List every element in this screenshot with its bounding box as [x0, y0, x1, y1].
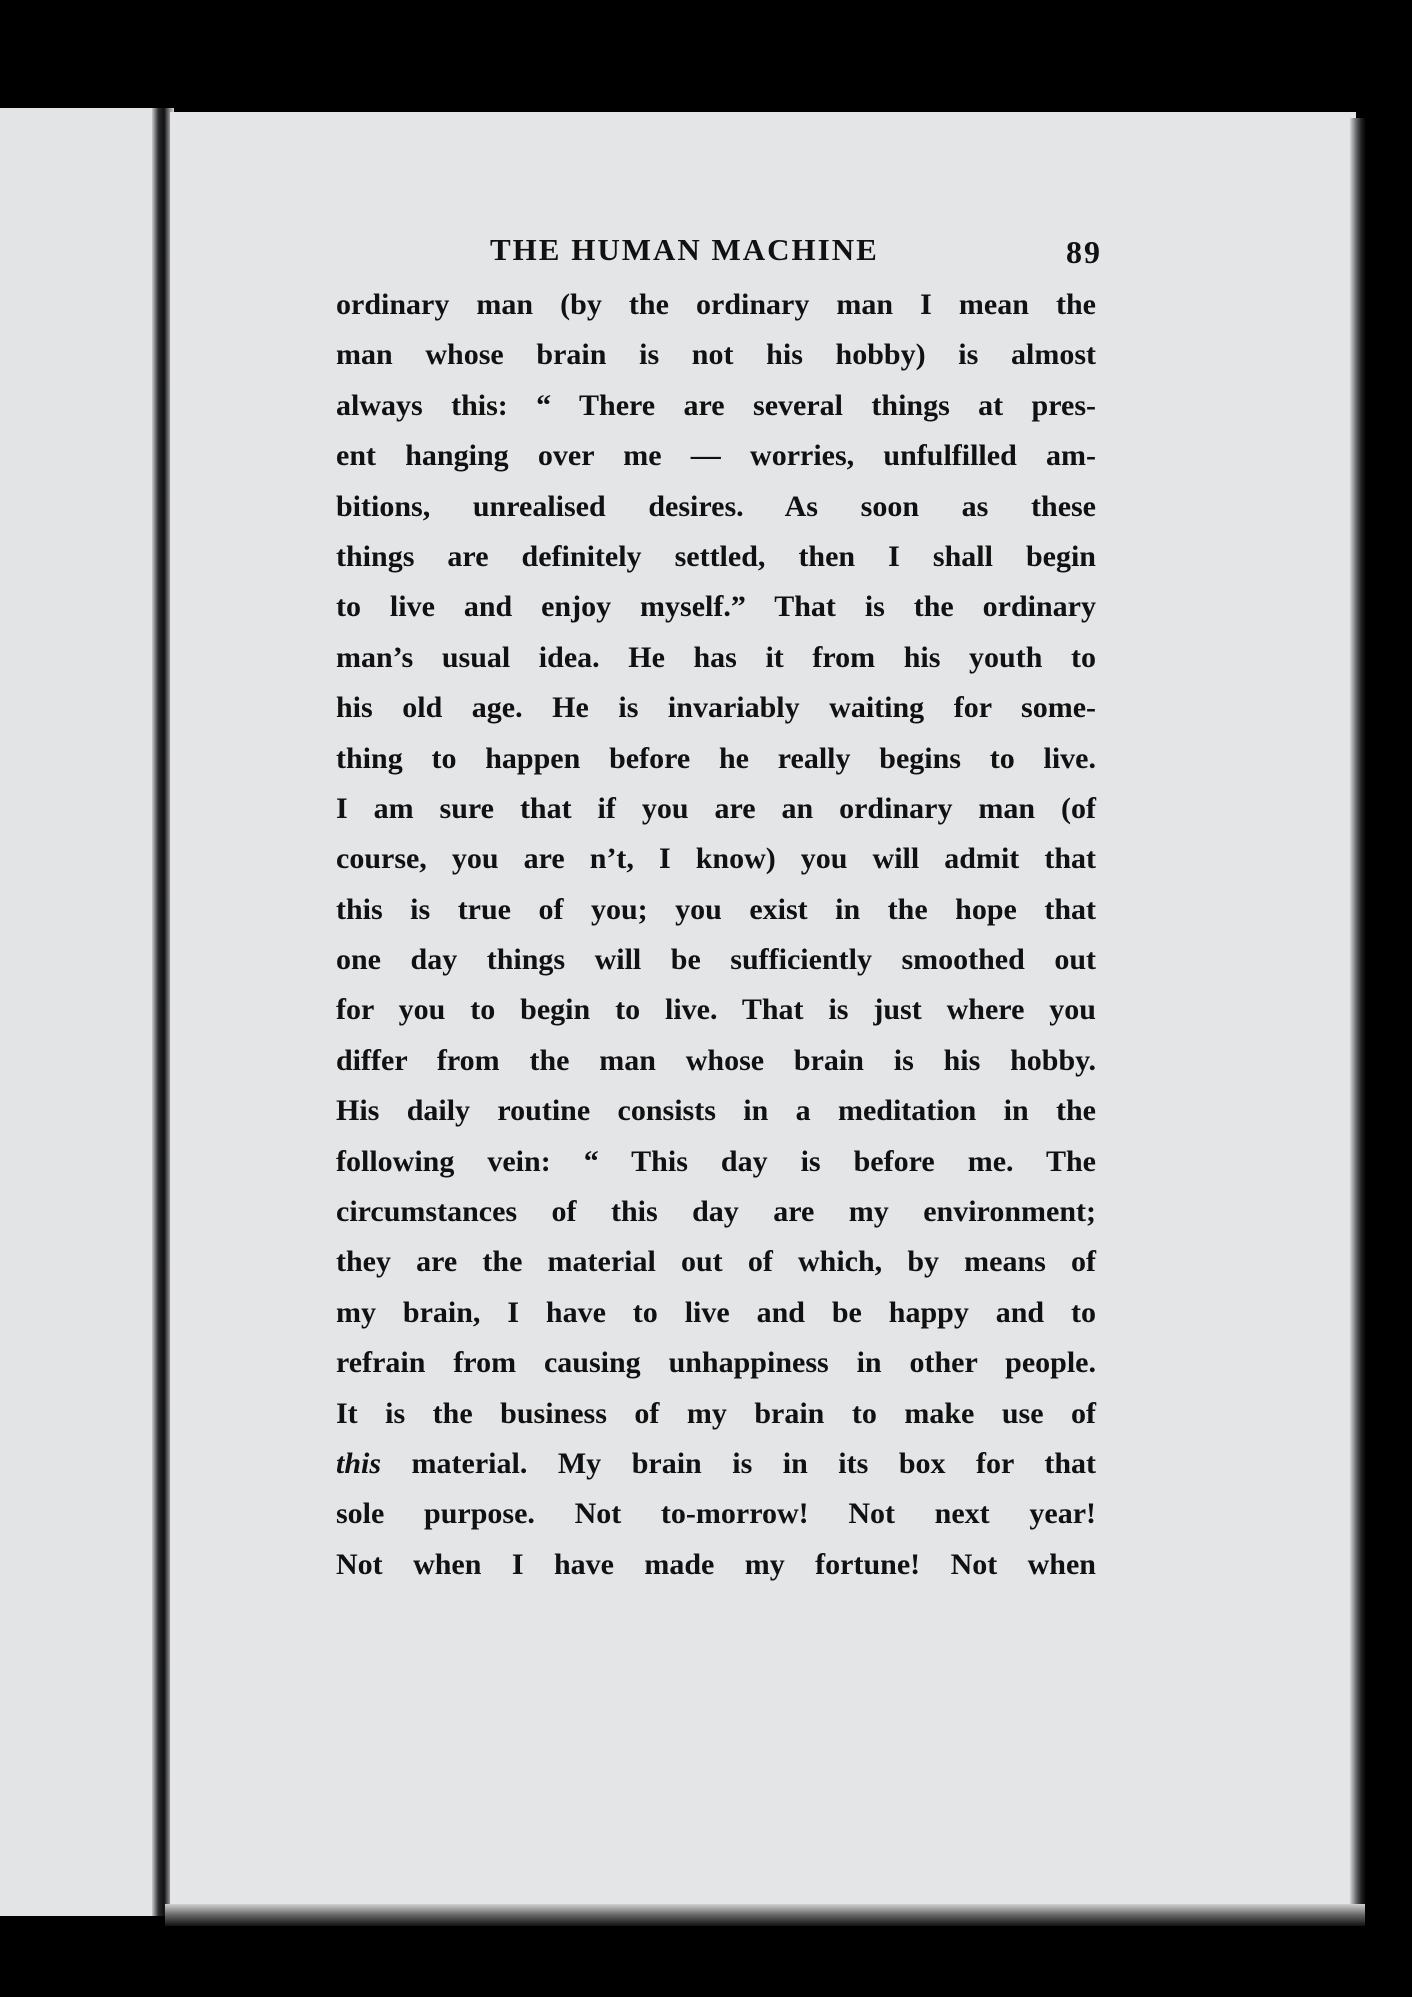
body-text [336, 280, 1096, 1590]
text-line: bitions, unrealised desires. As soon as these [336, 489, 1096, 523]
page-text-block [336, 232, 1102, 1590]
text-line: following vein: “ This day is before me. The [336, 1144, 1096, 1178]
text-line-with-italic [336, 1439, 1096, 1489]
text-line: one day things will be sufficiently smoothed out [336, 943, 1096, 977]
text-line: they are the material out of which, by means of [336, 1245, 1096, 1279]
text-line: sole purpose. Not to-morrow! Not next year! [336, 1497, 1096, 1531]
text-line: thing to happen before he really begins to live. [336, 741, 1096, 775]
text-line: refrain from causing unhappiness in other people. [336, 1346, 1096, 1380]
left-page-edge [0, 108, 160, 1916]
text-line: to live and enjoy myself.” That is the ordinary [336, 590, 1096, 624]
text-line: It is the business of my brain to make use of [336, 1396, 1096, 1430]
text-line: differ from the man whose brain is his hobby. [336, 1043, 1096, 1077]
text-line: always this: “ There are several things at pres- [336, 388, 1096, 422]
text-line: ent hanging over me — worries, unfulfilled am- [336, 439, 1096, 473]
page-bottom-edge [165, 1904, 1365, 1926]
page-number: 89 [1066, 234, 1102, 270]
text-line: I am sure that if you are an ordinary man (of [336, 791, 1096, 825]
text-line: His daily routine consists in a meditation in the [336, 1094, 1096, 1128]
text-line: Not when I have made my fortune! Not when [336, 1547, 1096, 1581]
text-line: ordinary man (by the ordinary man I mean the [336, 288, 1096, 321]
text-line: man whose brain is not his hobby) is almost [336, 338, 1096, 372]
text-line: course, you are n’t, I know) you will admit that [336, 842, 1096, 876]
running-head-title: THE HUMAN MACHINE [490, 232, 879, 267]
text-line: man’s usual idea. He has it from his youth to [336, 640, 1096, 674]
text-line-rest: material. My brain is in its box for that [381, 1446, 1096, 1480]
text-line: circumstances of this day are my environment; [336, 1195, 1096, 1229]
italic-word: this [336, 1446, 382, 1480]
text-line: my brain, I have to live and be happy and to [336, 1295, 1096, 1329]
text-line: things are definitely settled, then I shall begin [336, 539, 1096, 573]
text-line: this is true of you; you exist in the hope that [336, 892, 1096, 926]
page-right-edge [1350, 118, 1366, 1918]
text-line: for you to begin to live. That is just where you [336, 993, 1096, 1027]
text-line: his old age. He is invariably waiting for some- [336, 691, 1096, 725]
running-head [336, 232, 1102, 278]
